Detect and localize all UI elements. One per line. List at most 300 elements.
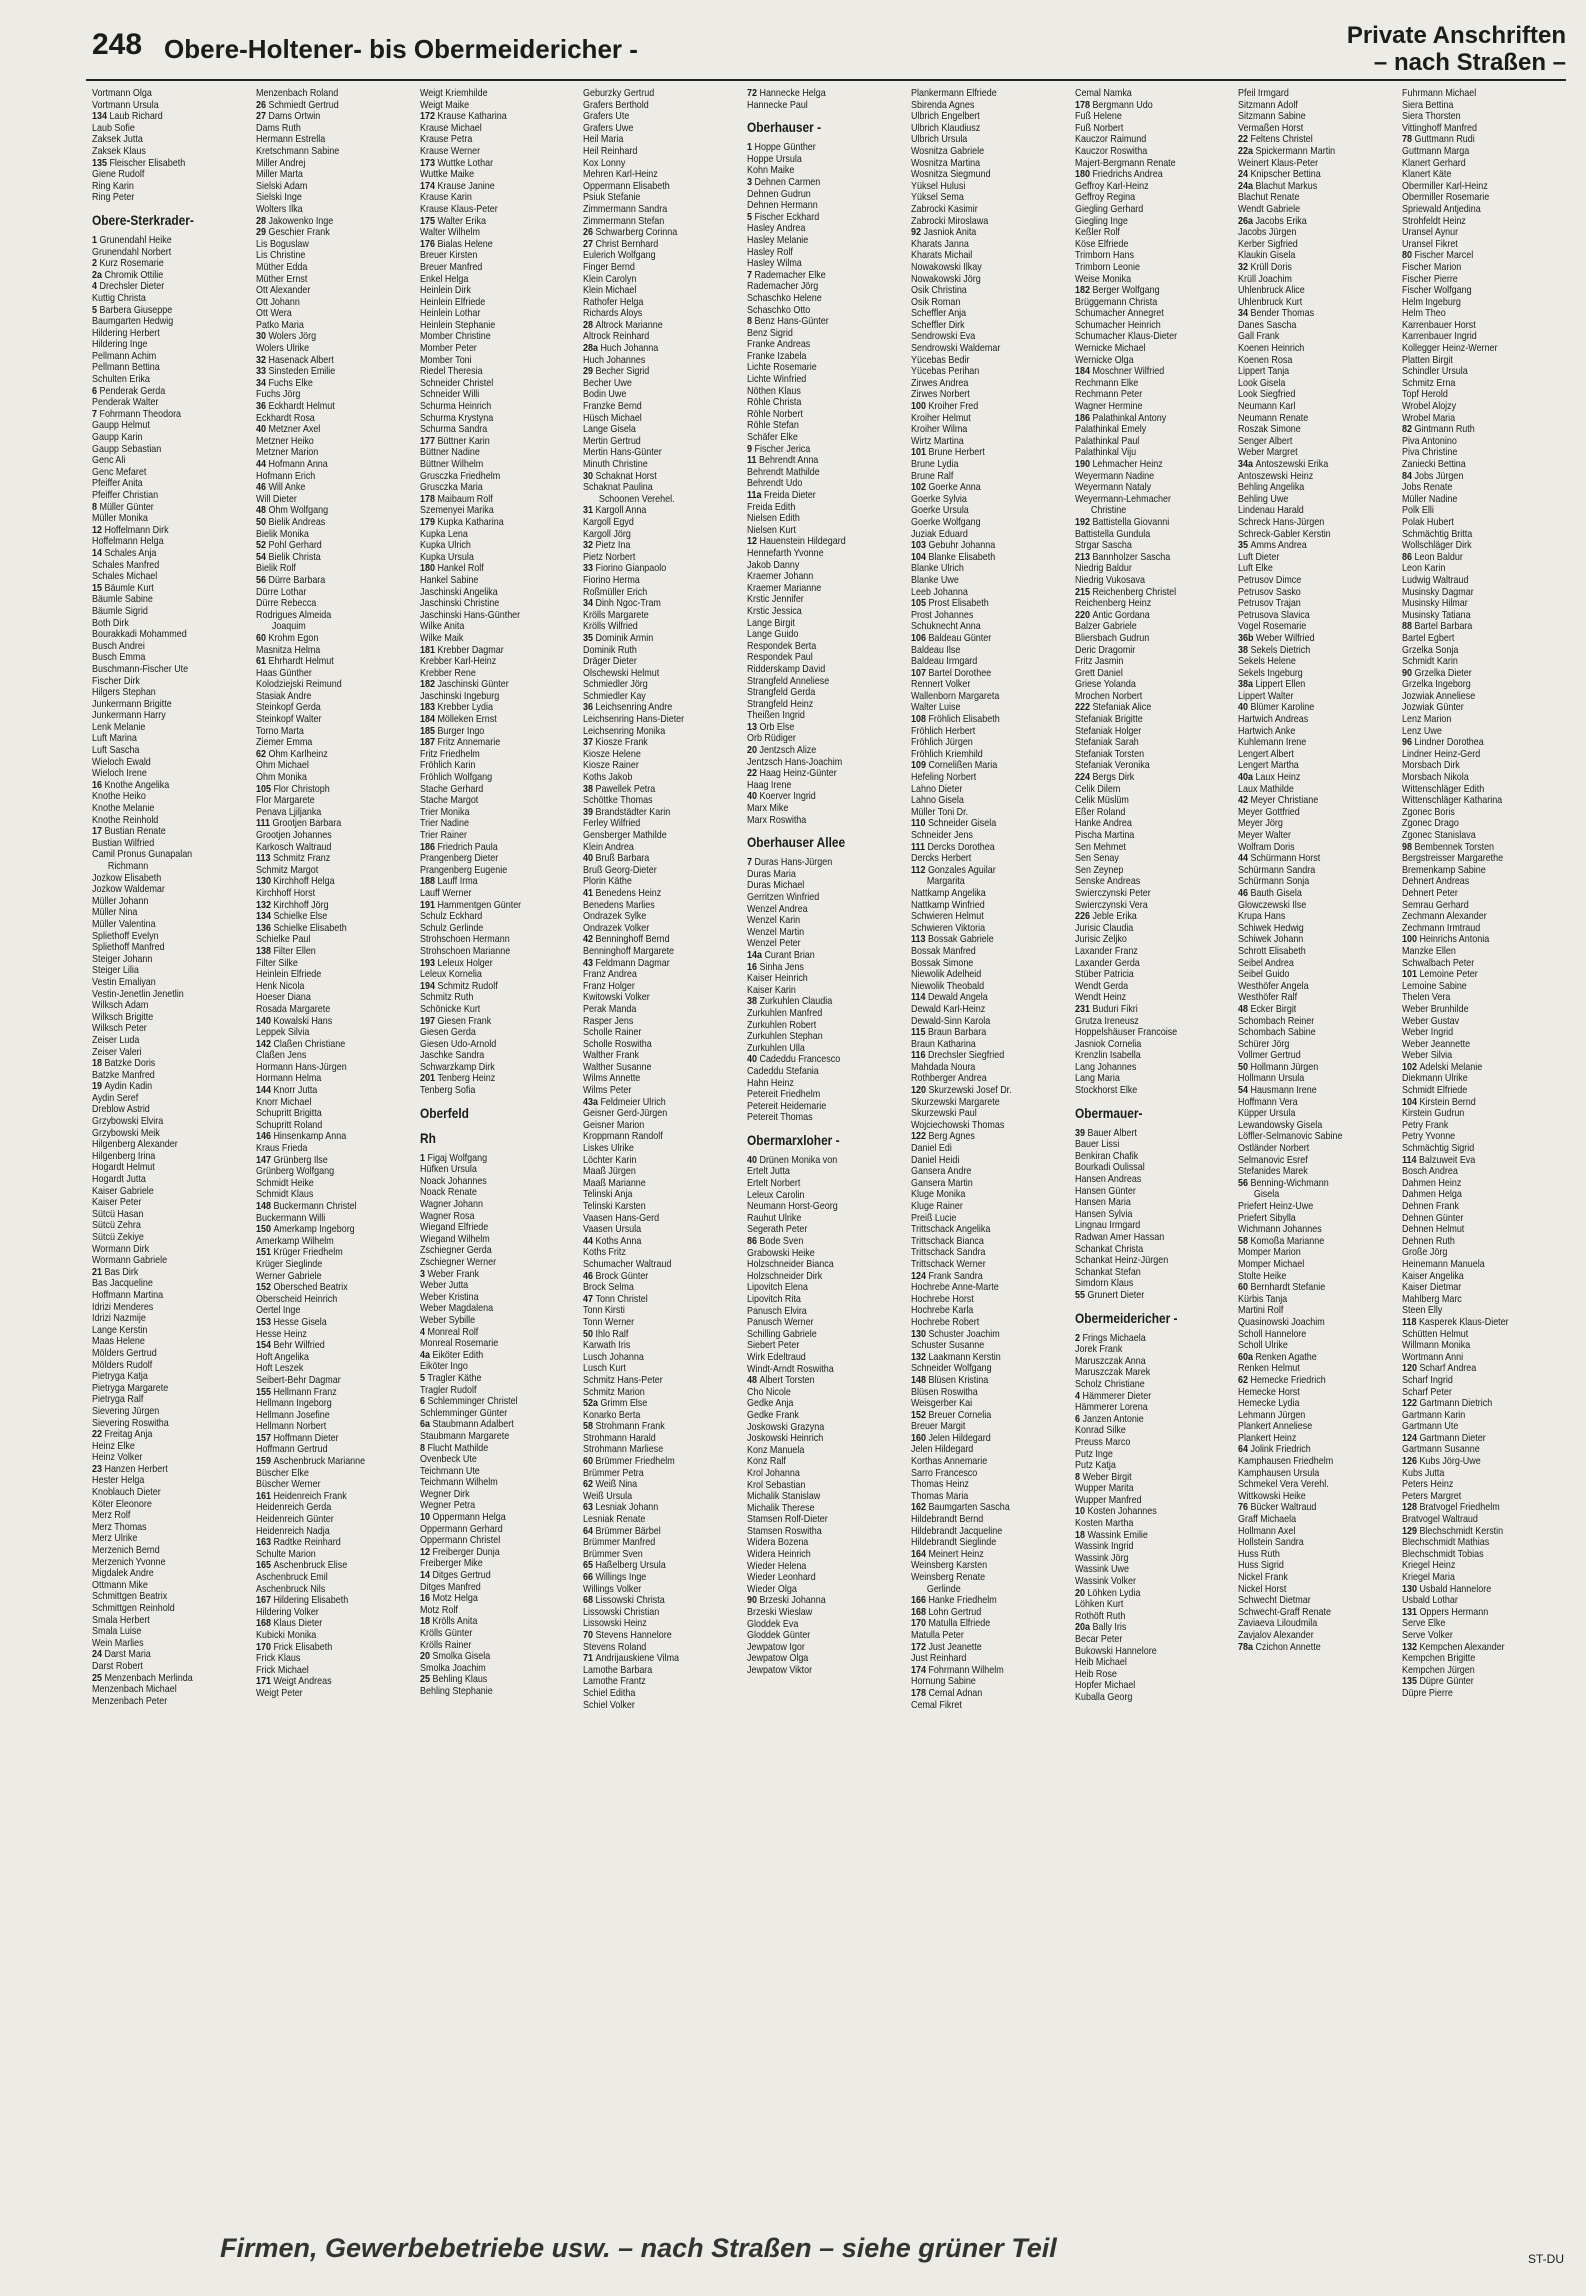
- directory-entry: Vortmann Ursula: [92, 99, 159, 111]
- directory-column: [1075, 88, 1239, 2214]
- directory-entry: Schneider Wolfgang: [910, 1363, 992, 1375]
- directory-entry: Kretschmann Sabine: [255, 145, 340, 157]
- directory-entry: Hoppelshäuser Francoise: [1074, 1027, 1177, 1039]
- directory-entry: 34 Dinh Ngoc-Tram: [583, 598, 662, 610]
- directory-entry: Obermiller Rosemarie: [1402, 192, 1490, 204]
- directory-entry: Breuer Kirsten: [419, 250, 477, 262]
- directory-column: [1402, 88, 1566, 2214]
- directory-entry: 166 Hanke Friedhelm: [910, 1595, 997, 1607]
- directory-entry: Glowczewski Ilse: [1238, 899, 1307, 911]
- directory-entry: Pfeiffer Anita: [92, 478, 143, 490]
- directory-entry: Schankat Christa: [1074, 1243, 1143, 1255]
- house-number: 114: [910, 992, 928, 1004]
- house-number: 28a: [583, 343, 601, 355]
- directory-entry: Krölls Günter: [419, 1628, 472, 1639]
- directory-entry: Schurma Krystyna: [419, 412, 493, 424]
- house-number: 34: [255, 377, 269, 389]
- house-number: 41: [583, 887, 596, 899]
- directory-entry: Franzke Bernd: [583, 401, 643, 413]
- house-number: 64: [583, 1525, 596, 1537]
- directory-entry: Masnitza Helma: [255, 644, 321, 656]
- house-number: 76: [1238, 1502, 1251, 1514]
- directory-entry: 154 Behr Wilfried: [255, 1340, 325, 1352]
- directory-entry: Hochrebe Horst: [910, 1293, 974, 1305]
- house-number: 7: [92, 408, 100, 420]
- directory-entry: Amerkamp Wilhelm: [255, 1235, 334, 1247]
- house-number: 46: [1238, 887, 1251, 899]
- directory-entry: Hogardt Jutta: [92, 1174, 146, 1186]
- directory-entry: Reichenberg Heinz: [1074, 598, 1151, 610]
- directory-entry: Eßer Roland: [1074, 806, 1126, 818]
- directory-entry: Weiß Ursula: [583, 1490, 633, 1502]
- directory-entry: Selmanovic Esref: [1238, 1154, 1309, 1166]
- directory-entry: 135 Düpre Günter: [1402, 1676, 1475, 1688]
- directory-entry: Wrobel Alojzy: [1402, 401, 1457, 413]
- directory-entry: Leichsenring Hans-Dieter: [583, 714, 685, 726]
- directory-entry: Prangenberg Eugenie: [419, 864, 507, 876]
- directory-entry: 187 Fritz Annemarie: [419, 737, 500, 749]
- directory-entry: 100 Kroiher Fred: [910, 401, 979, 413]
- directory-entry: Christine: [1090, 505, 1126, 517]
- directory-entry: Schurma Heinrich: [419, 401, 491, 413]
- directory-entry: Hanke Andrea: [1074, 818, 1132, 830]
- house-number: 174: [910, 1664, 929, 1676]
- directory-entry: 102 Adelski Melanie: [1402, 1061, 1483, 1073]
- directory-entry: 40 Koerver Ingrid: [747, 791, 816, 803]
- directory-entry: Dehnert Peter: [1402, 887, 1459, 899]
- directory-entry: Zabrocki Miroslawa: [910, 215, 989, 227]
- directory-entry: 6 Schlemminger Christel: [419, 1396, 518, 1408]
- directory-entry: Konz Ralf: [747, 1456, 786, 1468]
- directory-entry: Michalik Therese: [747, 1502, 815, 1514]
- directory-entry: Wolers Ulrike: [255, 343, 309, 355]
- house-number: 183: [419, 702, 438, 714]
- directory-entry: Schiwek Hedwig: [1238, 922, 1305, 934]
- house-number: 52a: [583, 1398, 601, 1410]
- house-number: 9: [747, 443, 755, 455]
- directory-entry: Manzke Ellen: [1402, 945, 1457, 957]
- directory-entry: 35 Dominik Armin: [583, 632, 654, 644]
- directory-entry: Pfeil Irmgard: [1238, 88, 1290, 99]
- directory-entry: Bratvogel Waltraud: [1402, 1514, 1479, 1526]
- directory-entry: Ludwig Waltraud: [1402, 574, 1469, 586]
- directory-entry: Brümmer Petra: [583, 1467, 645, 1479]
- directory-entry: Nattkamp Winfried: [910, 899, 985, 911]
- directory-entry: Wernicke Michael: [1074, 343, 1146, 355]
- directory-entry: Petereit Friedhelm: [747, 1089, 821, 1101]
- directory-entry: Bourakkadi Mohammed: [92, 629, 187, 641]
- directory-entry: Teichmann Ute: [419, 1465, 480, 1477]
- directory-entry: Weber Jutta: [419, 1280, 468, 1292]
- directory-entry: Nickel Frank: [1238, 1572, 1289, 1583]
- directory-entry: 3 Weber Frank: [419, 1268, 479, 1280]
- directory-entry: Schielke Paul: [255, 934, 311, 946]
- directory-entry: 161 Heidenreich Frank: [255, 1490, 347, 1502]
- directory-entry: Fröhlich Karin: [419, 760, 475, 772]
- directory-entry: 180 Hankel Rolf: [419, 563, 484, 575]
- directory-entry: Konarko Berta: [583, 1409, 641, 1421]
- house-number: 88: [1402, 621, 1415, 633]
- house-number: 62: [255, 748, 269, 760]
- directory-entry: Lamothe Frantz: [583, 1676, 647, 1688]
- directory-entry: Siebert Peter: [747, 1340, 800, 1352]
- directory-entry: 96 Lindner Dorothea: [1402, 737, 1485, 749]
- directory-entry: Ott Wera: [255, 308, 292, 320]
- house-number: 20a: [1074, 1622, 1093, 1634]
- directory-entry: Schwieren Helmut: [910, 911, 984, 923]
- directory-entry: 170 Frick Elisabeth: [255, 1641, 333, 1653]
- house-number: 3: [747, 176, 755, 188]
- directory-entry: Wilms Annette: [583, 1073, 641, 1085]
- directory-entry: 132 Kempchen Alexander: [1402, 1641, 1505, 1653]
- house-number: 5: [92, 304, 100, 316]
- directory-entry: Hoffelmann Helga: [92, 536, 164, 548]
- house-number: 68: [583, 1595, 596, 1607]
- directory-entry: Korthas Annemarie: [910, 1456, 988, 1468]
- directory-entry: Wieloch Irene: [92, 768, 147, 780]
- directory-entry: Kaiser Heinrich: [747, 973, 808, 985]
- directory-entry: 18 Wassink Emilie: [1074, 1529, 1148, 1541]
- directory-entry: Grusczka Friedhelm: [419, 470, 500, 482]
- directory-entry: Krause Petra: [419, 134, 472, 146]
- directory-entry: Karrenbauer Horst: [1402, 319, 1477, 331]
- directory-entry: 48 Ohm Wolfgang: [255, 505, 328, 517]
- house-number: 31: [583, 505, 596, 517]
- directory-entry: Jurisic Claudia: [1074, 922, 1133, 934]
- directory-entry: Grzybowski Elvira: [92, 1116, 164, 1128]
- directory-entry: Cadeddu Stefania: [747, 1065, 819, 1077]
- directory-entry: Segerath Peter: [747, 1224, 808, 1236]
- street-heading: Oberhauser -: [747, 119, 822, 136]
- directory-entry: Wilksch Brigitte: [92, 1011, 154, 1023]
- directory-entry: Schrott Elisabeth: [1238, 945, 1307, 957]
- section-title-line2: – nach Straßen –: [1373, 49, 1566, 76]
- directory-entry: 19 Aydin Kadin: [92, 1081, 153, 1093]
- directory-entry: Küpper Ursula: [1238, 1108, 1296, 1120]
- directory-entry: Zechmann Alexander: [1402, 911, 1487, 923]
- directory-entry: Behling Uwe: [1238, 493, 1289, 505]
- house-number: 62: [583, 1479, 596, 1491]
- directory-entry: 183 Krebber Lydia: [419, 702, 493, 714]
- house-number: 55: [1074, 1289, 1088, 1301]
- house-number: 71: [583, 1653, 596, 1665]
- directory-entry: Wenzel Peter: [747, 938, 801, 950]
- directory-entry: Jelen Hildegard: [910, 1444, 974, 1456]
- directory-entry: 26a Jacobs Erika: [1238, 215, 1308, 227]
- house-number: 215: [1074, 586, 1093, 598]
- directory-entry: Zaniecki Bettina: [1402, 459, 1467, 470]
- directory-entry: Trittschack Bianca: [910, 1235, 984, 1247]
- directory-entry: Semrau Gerhard: [1402, 899, 1470, 911]
- directory-entry: 128 Bratvogel Friedhelm: [1402, 1502, 1500, 1514]
- house-number: 134: [92, 111, 110, 123]
- directory-entry: Fröhlich Wolfgang: [419, 772, 492, 784]
- directory-entry: Thomas Maria: [910, 1490, 969, 1502]
- directory-entry: Löffler-Selmanovic Sabine: [1238, 1131, 1343, 1143]
- house-number: 193: [419, 957, 438, 969]
- house-number: 42: [583, 934, 596, 946]
- directory-entry: Stache Gerhard: [419, 783, 483, 795]
- directory-entry: Dehnen Helmut: [1402, 1224, 1465, 1236]
- directory-entry: 132 Kirchhoff Jörg: [255, 899, 329, 911]
- directory-entry: Heib Michael: [1074, 1657, 1127, 1669]
- directory-entry: Hildering Volker: [255, 1606, 319, 1618]
- house-number: 4: [1074, 1390, 1083, 1402]
- directory-entry: Krause Klaus-Peter: [419, 203, 498, 215]
- directory-entry: Griese Yolanda: [1074, 679, 1136, 691]
- directory-entry: Trier Nadine: [419, 818, 469, 830]
- directory-entry: 11 Behrendt Anna: [747, 455, 819, 467]
- directory-entry: Grafers Ute: [583, 111, 630, 123]
- directory-entry: Eckhardt Rosa: [255, 412, 315, 424]
- directory-entry: Gaupp Helmut: [92, 420, 150, 432]
- directory-entry: Weyermann Nataly: [1074, 482, 1151, 494]
- directory-entry: Pietryga Ralf: [92, 1394, 144, 1406]
- directory-entry: Oppermann Christel: [419, 1535, 500, 1547]
- directory-entry: 16 Sinha Jens: [747, 961, 804, 973]
- house-number: 130: [1402, 1583, 1420, 1595]
- directory-entry: Mölders Rudolf: [92, 1359, 153, 1371]
- directory-entry: Heinlein Dirk: [419, 285, 471, 297]
- directory-entry: Goerke Ursula: [910, 505, 969, 517]
- house-number: 35: [583, 632, 596, 644]
- directory-entry: Schankat Stefan: [1074, 1266, 1141, 1278]
- house-number: 106: [910, 632, 929, 644]
- directory-entry: Steinkopf Walter: [255, 714, 322, 726]
- house-number: 122: [1402, 1398, 1420, 1410]
- directory-entry: Schiwek Johann: [1238, 934, 1304, 946]
- house-number: 162: [910, 1502, 929, 1514]
- directory-entry: 38 Sekels Dietrich: [1238, 644, 1311, 656]
- directory-entry: 90 Brzeski Johanna: [747, 1595, 826, 1607]
- directory-entry: Zurkuhlen Stephan: [747, 1031, 823, 1043]
- house-number: 184: [419, 714, 438, 726]
- directory-entry: 134 Laub Richard: [92, 111, 163, 123]
- directory-entry: Miller Marta: [255, 169, 303, 181]
- directory-entry: Krol Johanna: [747, 1467, 800, 1479]
- directory-entry: Trier Monika: [419, 806, 470, 818]
- directory-entry: Telinski Karsten: [583, 1201, 647, 1212]
- directory-entry: Mahdada Noura: [910, 1061, 976, 1073]
- directory-entry: Ziemer Emma: [255, 737, 313, 749]
- directory-entry: Wortmann Anni: [1402, 1351, 1464, 1363]
- directory-entry: Schmidt Heike: [255, 1177, 314, 1189]
- directory-entry: 23 Hanzen Herbert: [92, 1463, 168, 1475]
- directory-entry: 61 Ehrhardt Helmut: [255, 656, 334, 668]
- directory-entry: Marx Roswitha: [747, 814, 807, 826]
- directory-entry: Heib Rose: [1074, 1668, 1117, 1680]
- directory-entry: Schneider Willi: [419, 389, 479, 401]
- directory-entry: 178 Bergmann Udo: [1074, 99, 1153, 111]
- directory-entry: Mölders Gertrud: [92, 1347, 157, 1359]
- directory-entry: Yücebas Bedir: [910, 354, 970, 366]
- directory-entry: Benedens Marlies: [583, 899, 656, 911]
- directory-entry: Kaiser Angelika: [1402, 1270, 1465, 1282]
- directory-entry: Klein Michael: [583, 285, 637, 297]
- directory-entry: Sütcü Hasan: [92, 1208, 144, 1220]
- directory-entry: Hochrebe Robert: [910, 1316, 980, 1328]
- directory-columns: [92, 88, 1566, 2214]
- directory-entry: Müller Nina: [92, 907, 138, 919]
- directory-entry: 201 Tenberg Heinz: [419, 1073, 495, 1085]
- directory-entry: 177 Büttner Karin: [419, 435, 490, 447]
- directory-entry: Hennefarth Yvonne: [747, 547, 824, 559]
- directory-entry: Fiorino Herma: [583, 574, 641, 586]
- directory-entry: Gisela: [1254, 1189, 1280, 1201]
- directory-entry: Wilksch Peter: [92, 1023, 147, 1035]
- directory-entry: Lipovitch Elena: [747, 1282, 808, 1294]
- directory-entry: Jewpatow Viktor: [747, 1665, 813, 1676]
- directory-entry: Hollmann Axel: [1238, 1525, 1296, 1537]
- directory-entry: Wassink Ingrid: [1074, 1541, 1134, 1553]
- directory-entry: Gall Frank: [1238, 331, 1280, 343]
- directory-entry: Maruszczak Anna: [1074, 1355, 1146, 1367]
- directory-entry: Nowakowski Jörg: [910, 273, 981, 285]
- directory-entry: Grünberg Wolfgang: [255, 1166, 334, 1178]
- house-number: 90: [747, 1595, 760, 1607]
- directory-entry: Bruß Georg-Dieter: [583, 864, 658, 876]
- directory-entry: 24a Blachut Markus: [1238, 180, 1318, 192]
- house-number: 24: [92, 1649, 105, 1661]
- directory-entry: 78 Guttmann Rudi: [1402, 134, 1476, 146]
- directory-entry: Lenk Melanie: [92, 721, 146, 733]
- directory-entry: Hormann Hans-Jürgen: [255, 1061, 347, 1073]
- directory-entry: Behrendt Mathilde: [747, 466, 820, 478]
- house-number: 39: [583, 806, 596, 818]
- directory-entry: Hermann Estrella: [255, 134, 326, 146]
- directory-entry: Dehnen Günter: [1402, 1212, 1464, 1224]
- directory-entry: Gedke Frank: [747, 1409, 799, 1421]
- directory-entry: 27 Christ Bernhard: [583, 238, 659, 250]
- directory-entry: 148 Buckermann Christel: [255, 1201, 357, 1212]
- directory-entry: 25 Behling Klaus: [419, 1674, 487, 1686]
- directory-entry: Dürre Lothar: [255, 586, 307, 598]
- directory-entry: Dehnert Andreas: [1402, 876, 1470, 888]
- directory-entry: Senger Albert: [1238, 435, 1293, 447]
- directory-entry: 2a Chromik Ottilie: [92, 269, 164, 281]
- directory-entry: Hornung Sabine: [910, 1676, 976, 1688]
- house-number: 186: [419, 841, 438, 853]
- directory-entry: Büscher Werner: [255, 1479, 321, 1491]
- directory-entry: Wilke Maik: [419, 632, 463, 644]
- directory-entry: Meyer Jörg: [1238, 818, 1284, 830]
- directory-entry: 13 Orb Else: [747, 721, 795, 733]
- directory-entry: Kroiher Wilma: [910, 424, 968, 436]
- directory-entry: Willmann Monika: [1402, 1340, 1471, 1352]
- house-number: 47: [583, 1293, 596, 1305]
- directory-entry: 193 Leleux Holger: [419, 957, 493, 969]
- directory-entry: 7 Rademacher Elke: [747, 269, 826, 281]
- directory-entry: Senske Andreas: [1074, 876, 1140, 888]
- directory-entry: Nielsen Edith: [747, 513, 800, 525]
- house-number: 115: [910, 1027, 928, 1039]
- directory-entry: Dürre Rebecca: [255, 598, 317, 610]
- directory-entry: Aschenbruck Emil: [255, 1572, 328, 1583]
- directory-entry: Große Jörg: [1402, 1247, 1448, 1259]
- directory-entry: 155 Hellmann Franz: [255, 1386, 337, 1398]
- house-number: 105: [910, 598, 929, 610]
- house-number: 36: [583, 702, 596, 714]
- directory-entry: Kirchhoff Horst: [255, 887, 315, 899]
- directory-entry: Swierczynski Peter: [1074, 887, 1151, 899]
- directory-entry: Finger Bernd: [583, 261, 636, 273]
- directory-entry: Joaquim: [271, 621, 306, 633]
- house-number: 32: [583, 540, 596, 552]
- directory-entry: Hopfer Michael: [1074, 1680, 1135, 1692]
- directory-entry: Schwieren Viktoria: [910, 922, 985, 934]
- directory-entry: Schmittgen Reinhold: [92, 1603, 175, 1614]
- directory-entry: Hoft Angelika: [255, 1351, 309, 1363]
- directory-entry: Zschiegner Werner: [419, 1257, 496, 1268]
- directory-entry: Scholz Christiane: [1074, 1378, 1145, 1390]
- directory-entry: Osik Roman: [910, 296, 961, 308]
- house-number: 182: [1074, 285, 1093, 297]
- directory-entry: Kroppmann Randolf: [583, 1131, 664, 1143]
- directory-entry: Lusch Kurt: [583, 1363, 627, 1375]
- directory-entry: Prangenberg Dieter: [419, 853, 498, 865]
- directory-entry: Kubicki Monika: [255, 1629, 317, 1641]
- directory-entry: 175 Walter Erika: [419, 215, 486, 227]
- house-number: 42: [1238, 795, 1251, 807]
- house-number: 8: [419, 1442, 428, 1454]
- directory-entry: 1 Hoppe Günther: [747, 142, 816, 154]
- directory-entry: Daniel Edi: [910, 1143, 952, 1155]
- directory-entry: Stefaniak Brigitte: [1074, 714, 1143, 726]
- directory-entry: Schöttke Thomas: [583, 795, 653, 807]
- directory-entry: Idrizi Menderes: [92, 1301, 154, 1313]
- directory-entry: Bourkadi Oulissal: [1074, 1162, 1145, 1174]
- directory-entry: Will Dieter: [255, 493, 297, 505]
- directory-entry: Strohmann Harald: [583, 1432, 657, 1444]
- directory-entry: Hartwich Andreas: [1238, 714, 1309, 726]
- directory-entry: 132 Laakmann Kerstin: [910, 1351, 1001, 1363]
- directory-entry: Petrusov Sasko: [1238, 586, 1302, 598]
- directory-entry: 28 Jakowenko Inge: [255, 215, 334, 227]
- directory-entry: Seibert-Behr Dagmar: [255, 1374, 341, 1386]
- directory-entry: Kuhlemann Irene: [1238, 737, 1307, 749]
- directory-entry: 26 Schwarberg Corinna: [583, 227, 678, 239]
- directory-entry: Bielik Monika: [255, 528, 309, 540]
- house-number: 157: [255, 1432, 274, 1444]
- directory-entry: Klein Andrea: [583, 841, 635, 853]
- directory-entry: Rechmann Peter: [1074, 389, 1142, 401]
- house-number: 86: [747, 1236, 760, 1248]
- directory-entry: Lusch Johanna: [583, 1351, 645, 1363]
- directory-entry: Hansen Andreas: [1074, 1174, 1141, 1186]
- footer-note: Firmen, Gewerbebetriebe usw. – nach Straßen – siehe grüner Teil: [220, 2233, 1057, 2263]
- directory-entry: Hansen Günter: [1074, 1185, 1136, 1197]
- directory-entry: Hildering Herbert: [92, 327, 160, 339]
- house-number: 114: [1402, 1154, 1420, 1166]
- directory-entry: 63 Lesniak Johann: [583, 1502, 659, 1514]
- house-number: 220: [1074, 609, 1093, 621]
- directory-entry: Preiß Lucie: [910, 1212, 957, 1224]
- directory-entry: Schaschko Helene: [747, 292, 822, 304]
- directory-entry: Strohschoen Marianne: [419, 945, 510, 957]
- directory-entry: Kraemer Marianne: [747, 582, 822, 594]
- directory-entry: Sekels Ingeburg: [1238, 667, 1304, 679]
- house-number: 8: [747, 316, 755, 328]
- directory-entry: 41 Benedens Heinz: [583, 887, 662, 899]
- directory-entry: Hoffmann Martina: [92, 1289, 164, 1301]
- house-number: 5: [419, 1372, 428, 1384]
- directory-entry: 168 Lohn Gertrud: [910, 1606, 982, 1618]
- directory-entry: Jozwiak Günter: [1402, 702, 1465, 714]
- directory-entry: Klanert Gerhard: [1402, 157, 1467, 169]
- directory-entry: Ohm Monika: [255, 772, 307, 784]
- directory-entry: Lenz Marion: [1402, 714, 1452, 726]
- house-number: 104: [910, 551, 929, 563]
